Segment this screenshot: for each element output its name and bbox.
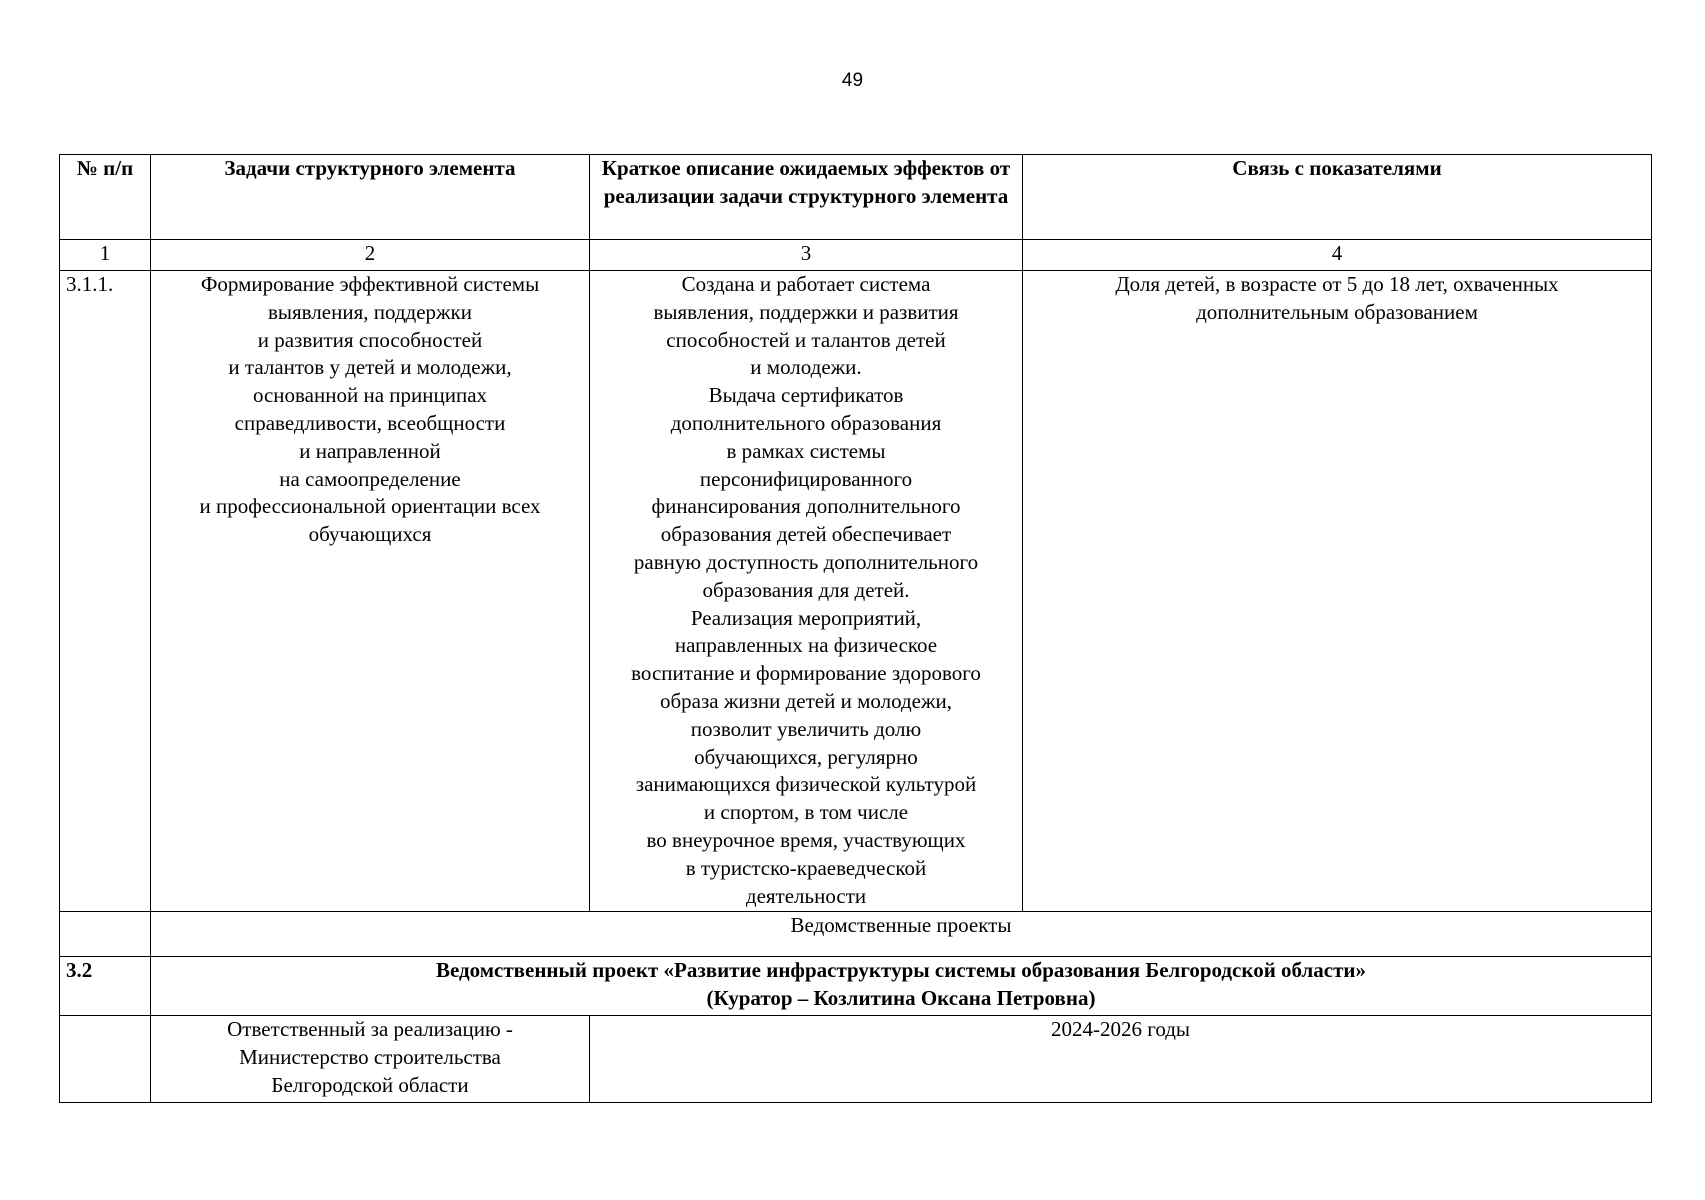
empty-cell — [60, 912, 151, 957]
project-period: 2024-2026 годы — [590, 1016, 1652, 1103]
effects-description: Создана и работает система выявления, поддержки и развития способностей и талантов детей и молодежи. Выдача сертификатов дополнительного образования в рамках системы персонифицированного финансирования дополнительного образования детей обеспечивает равную доступность дополнительного образования для детей. Реализация мероприятий, направленных на физическое воспитание и формирование здорового образа жизни детей и молодежи, позволит увеличить долю обучающихся, регулярно занимающихся физической культурой и спортом, в том числе во внеурочное время, участвующих в туристско-краеведческой деятельности — [590, 271, 1023, 912]
project-row — [60, 957, 1652, 1016]
task-description: Формирование эффективной системы выявления, поддержки и развития способностей и талантов у детей и молодежи, основанной на принципах справедливости, всеобщности и направленной на самоопределение и профессиональной ориентации всех обучающихся — [151, 271, 590, 912]
column-number-2: 2 — [151, 240, 590, 271]
column-number-1: 1 — [60, 240, 151, 271]
table-header-row — [60, 155, 1652, 240]
table-row — [60, 271, 1652, 912]
column-number-4: 4 — [1023, 240, 1652, 271]
column-number-3: 3 — [590, 240, 1023, 271]
project-title — [151, 957, 1652, 1016]
column-numbers-row — [60, 240, 1652, 271]
header-effects: Краткое описание ожидаемых эффектов от реализации задачи структурного элемента — [590, 155, 1023, 240]
project-curator: (Куратор – Козлитина Оксана Петровна) — [706, 985, 1096, 1010]
empty-cell — [60, 1016, 151, 1103]
header-number: № п/п — [60, 155, 151, 240]
row-number: 3.1.1. — [60, 271, 151, 912]
header-tasks: Задачи структурного элемента — [151, 155, 590, 240]
structural-elements-table — [59, 154, 1652, 1103]
responsible-row — [60, 1016, 1652, 1103]
section-title: Ведомственные проекты — [151, 912, 1652, 957]
page-number: 49 — [841, 70, 864, 91]
project-number: 3.2 — [60, 957, 151, 1016]
project-title-line-1: Ведомственный проект «Развитие инфраструктуры системы образования Белгородской области» — [435, 958, 1367, 982]
responsible-body: Ответственный за реализацию - Министерство строительства Белгородской области — [151, 1016, 590, 1103]
header-indicators: Связь с показателями — [1023, 155, 1652, 240]
section-row — [60, 912, 1652, 957]
indicators-link: Доля детей, в возрасте от 5 до 18 лет, охваченных дополнительным образованием — [1023, 271, 1652, 912]
